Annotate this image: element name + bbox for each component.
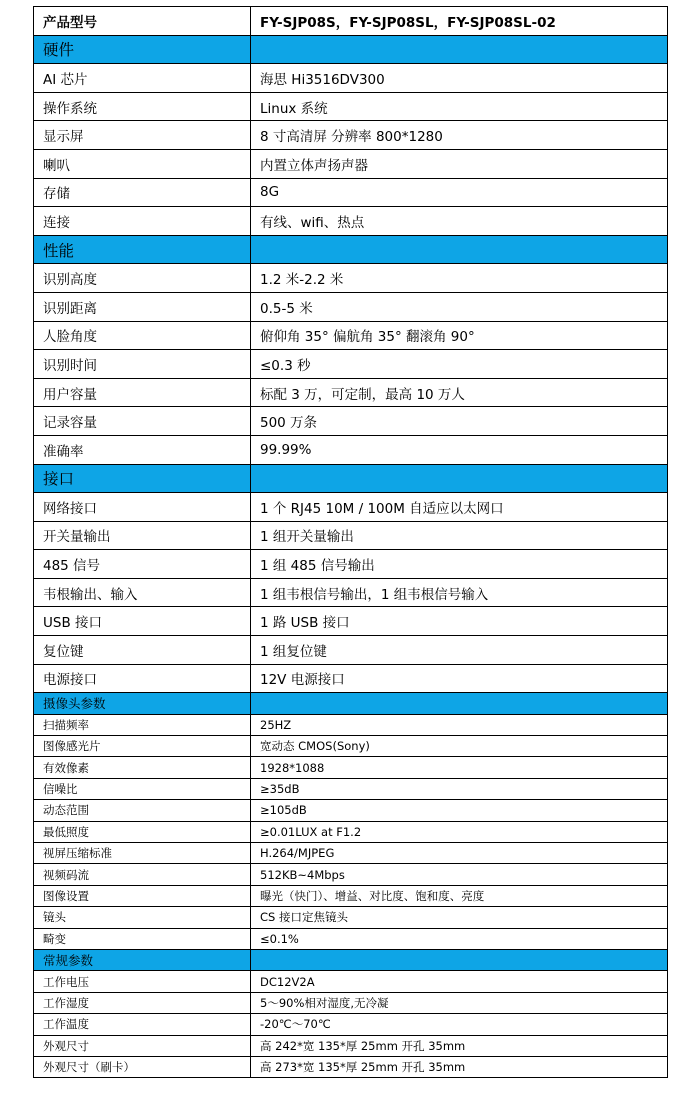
spec-label: AI 芯片	[34, 64, 251, 93]
section-title: 摄像头参数	[34, 693, 251, 714]
section-title: 接口	[34, 464, 251, 493]
spec-value: ≥35dB	[251, 778, 668, 799]
spec-row	[34, 842, 668, 863]
spec-row	[34, 800, 668, 821]
spec-value: 曝光（快门）、增益、对比度、饱和度、亮度	[251, 885, 668, 906]
spec-value: 海思 Hi3516DV300	[251, 64, 668, 93]
spec-label: 韦根输出、输入	[34, 578, 251, 607]
header-label: 产品型号	[34, 7, 251, 36]
section-title-spacer	[251, 235, 668, 264]
spec-value: 俯仰角 35° 偏航角 35° 翻滚角 90°	[251, 321, 668, 350]
spec-label: 工作电压	[34, 971, 251, 992]
spec-label: 图像设置	[34, 885, 251, 906]
spec-value: 5～90%相对湿度,无冷凝	[251, 992, 668, 1013]
section-header-row	[34, 464, 668, 493]
spec-value: 12V 电源接口	[251, 664, 668, 693]
spec-value: -20℃～70℃	[251, 1014, 668, 1035]
spec-table-body	[34, 7, 668, 1078]
spec-value: 1 组复位键	[251, 636, 668, 665]
spec-label: 网络接口	[34, 493, 251, 522]
spec-value: 高 273*宽 135*厚 25mm 开孔 35mm	[251, 1056, 668, 1077]
spec-label: 显示屏	[34, 121, 251, 150]
spec-value: ≥0.01LUX at F1.2	[251, 821, 668, 842]
spec-value: ≤0.1%	[251, 928, 668, 949]
spec-value: 高 242*宽 135*厚 25mm 开孔 35mm	[251, 1035, 668, 1056]
spec-row	[34, 350, 668, 379]
spec-value: 宽动态 CMOS(Sony)	[251, 736, 668, 757]
spec-row	[34, 321, 668, 350]
section-header-row	[34, 949, 668, 970]
spec-value: 500 万条	[251, 407, 668, 436]
spec-row	[34, 1035, 668, 1056]
spec-label: 工作湿度	[34, 992, 251, 1013]
spec-label: 镜头	[34, 907, 251, 928]
spec-row	[34, 664, 668, 693]
spec-row	[34, 521, 668, 550]
spec-label: 视屏压缩标准	[34, 842, 251, 863]
section-title: 硬件	[34, 35, 251, 64]
spec-row	[34, 821, 668, 842]
spec-value: ≥105dB	[251, 800, 668, 821]
spec-row	[34, 178, 668, 207]
spec-value: 1 路 USB 接口	[251, 607, 668, 636]
spec-value: Linux 系统	[251, 92, 668, 121]
section-title-spacer	[251, 35, 668, 64]
spec-value: 1928*1088	[251, 757, 668, 778]
spec-value: 1 组开关量输出	[251, 521, 668, 550]
spec-label: 记录容量	[34, 407, 251, 436]
spec-label: USB 接口	[34, 607, 251, 636]
spec-row	[34, 264, 668, 293]
spec-row	[34, 435, 668, 464]
spec-value: 8 寸高清屏 分辨率 800*1280	[251, 121, 668, 150]
spec-value: 8G	[251, 178, 668, 207]
spec-value: 内置立体声扬声器	[251, 149, 668, 178]
spec-table	[33, 6, 668, 1078]
spec-row	[34, 636, 668, 665]
spec-row	[34, 1056, 668, 1077]
spec-row	[34, 493, 668, 522]
spec-row	[34, 207, 668, 236]
spec-label: 人脸角度	[34, 321, 251, 350]
spec-label: 图像感光片	[34, 736, 251, 757]
spec-row	[34, 1014, 668, 1035]
spec-row	[34, 578, 668, 607]
spec-label: 畸变	[34, 928, 251, 949]
spec-row	[34, 607, 668, 636]
spec-label: 扫描频率	[34, 714, 251, 735]
spec-row	[34, 907, 668, 928]
spec-row	[34, 407, 668, 436]
spec-row	[34, 92, 668, 121]
spec-label: 电源接口	[34, 664, 251, 693]
spec-value: 0.5-5 米	[251, 292, 668, 321]
spec-label: 工作温度	[34, 1014, 251, 1035]
spec-value: DC12V2A	[251, 971, 668, 992]
spec-value: 512KB~4Mbps	[251, 864, 668, 885]
section-title-spacer	[251, 693, 668, 714]
spec-row	[34, 736, 668, 757]
spec-label: 信噪比	[34, 778, 251, 799]
spec-value: CS 接口定焦镜头	[251, 907, 668, 928]
spec-value: ≤0.3 秒	[251, 350, 668, 379]
section-header-row	[34, 693, 668, 714]
spec-value: 1 组韦根信号输出，1 组韦根信号输入	[251, 578, 668, 607]
spec-row	[34, 778, 668, 799]
spec-label: 连接	[34, 207, 251, 236]
spec-row	[34, 864, 668, 885]
section-header-row	[34, 35, 668, 64]
header-row	[34, 7, 668, 36]
spec-row	[34, 757, 668, 778]
spec-row	[34, 378, 668, 407]
spec-row	[34, 149, 668, 178]
section-title: 性能	[34, 235, 251, 264]
spec-label: 喇叭	[34, 149, 251, 178]
spec-row	[34, 971, 668, 992]
spec-label: 操作系统	[34, 92, 251, 121]
spec-label: 外观尺寸	[34, 1035, 251, 1056]
spec-label: 用户容量	[34, 378, 251, 407]
spec-value: 1 组 485 信号输出	[251, 550, 668, 579]
spec-label: 存储	[34, 178, 251, 207]
spec-row	[34, 292, 668, 321]
section-title-spacer	[251, 464, 668, 493]
spec-label: 视频码流	[34, 864, 251, 885]
header-value: FY-SJP08S，FY-SJP08SL，FY-SJP08SL-02	[251, 7, 668, 36]
section-header-row	[34, 235, 668, 264]
section-title-spacer	[251, 949, 668, 970]
spec-row	[34, 64, 668, 93]
spec-label: 识别高度	[34, 264, 251, 293]
spec-row	[34, 550, 668, 579]
spec-value: 99.99%	[251, 435, 668, 464]
spec-label: 有效像素	[34, 757, 251, 778]
spec-value: 25HZ	[251, 714, 668, 735]
spec-label: 开关量输出	[34, 521, 251, 550]
spec-row	[34, 121, 668, 150]
spec-label: 识别距离	[34, 292, 251, 321]
spec-row	[34, 714, 668, 735]
section-title: 常规参数	[34, 949, 251, 970]
spec-value: 有线、wifi、热点	[251, 207, 668, 236]
spec-label: 识别时间	[34, 350, 251, 379]
spec-value: 标配 3 万，可定制，最高 10 万人	[251, 378, 668, 407]
spec-label: 最低照度	[34, 821, 251, 842]
spec-label: 动态范围	[34, 800, 251, 821]
spec-row	[34, 928, 668, 949]
spec-label: 准确率	[34, 435, 251, 464]
spec-label: 复位键	[34, 636, 251, 665]
spec-row	[34, 992, 668, 1013]
spec-row	[34, 885, 668, 906]
spec-label: 485 信号	[34, 550, 251, 579]
spec-value: H.264/MJPEG	[251, 842, 668, 863]
spec-label: 外观尺寸（刷卡）	[34, 1056, 251, 1077]
spec-value: 1.2 米-2.2 米	[251, 264, 668, 293]
spec-value: 1 个 RJ45 10M / 100M 自适应以太网口	[251, 493, 668, 522]
